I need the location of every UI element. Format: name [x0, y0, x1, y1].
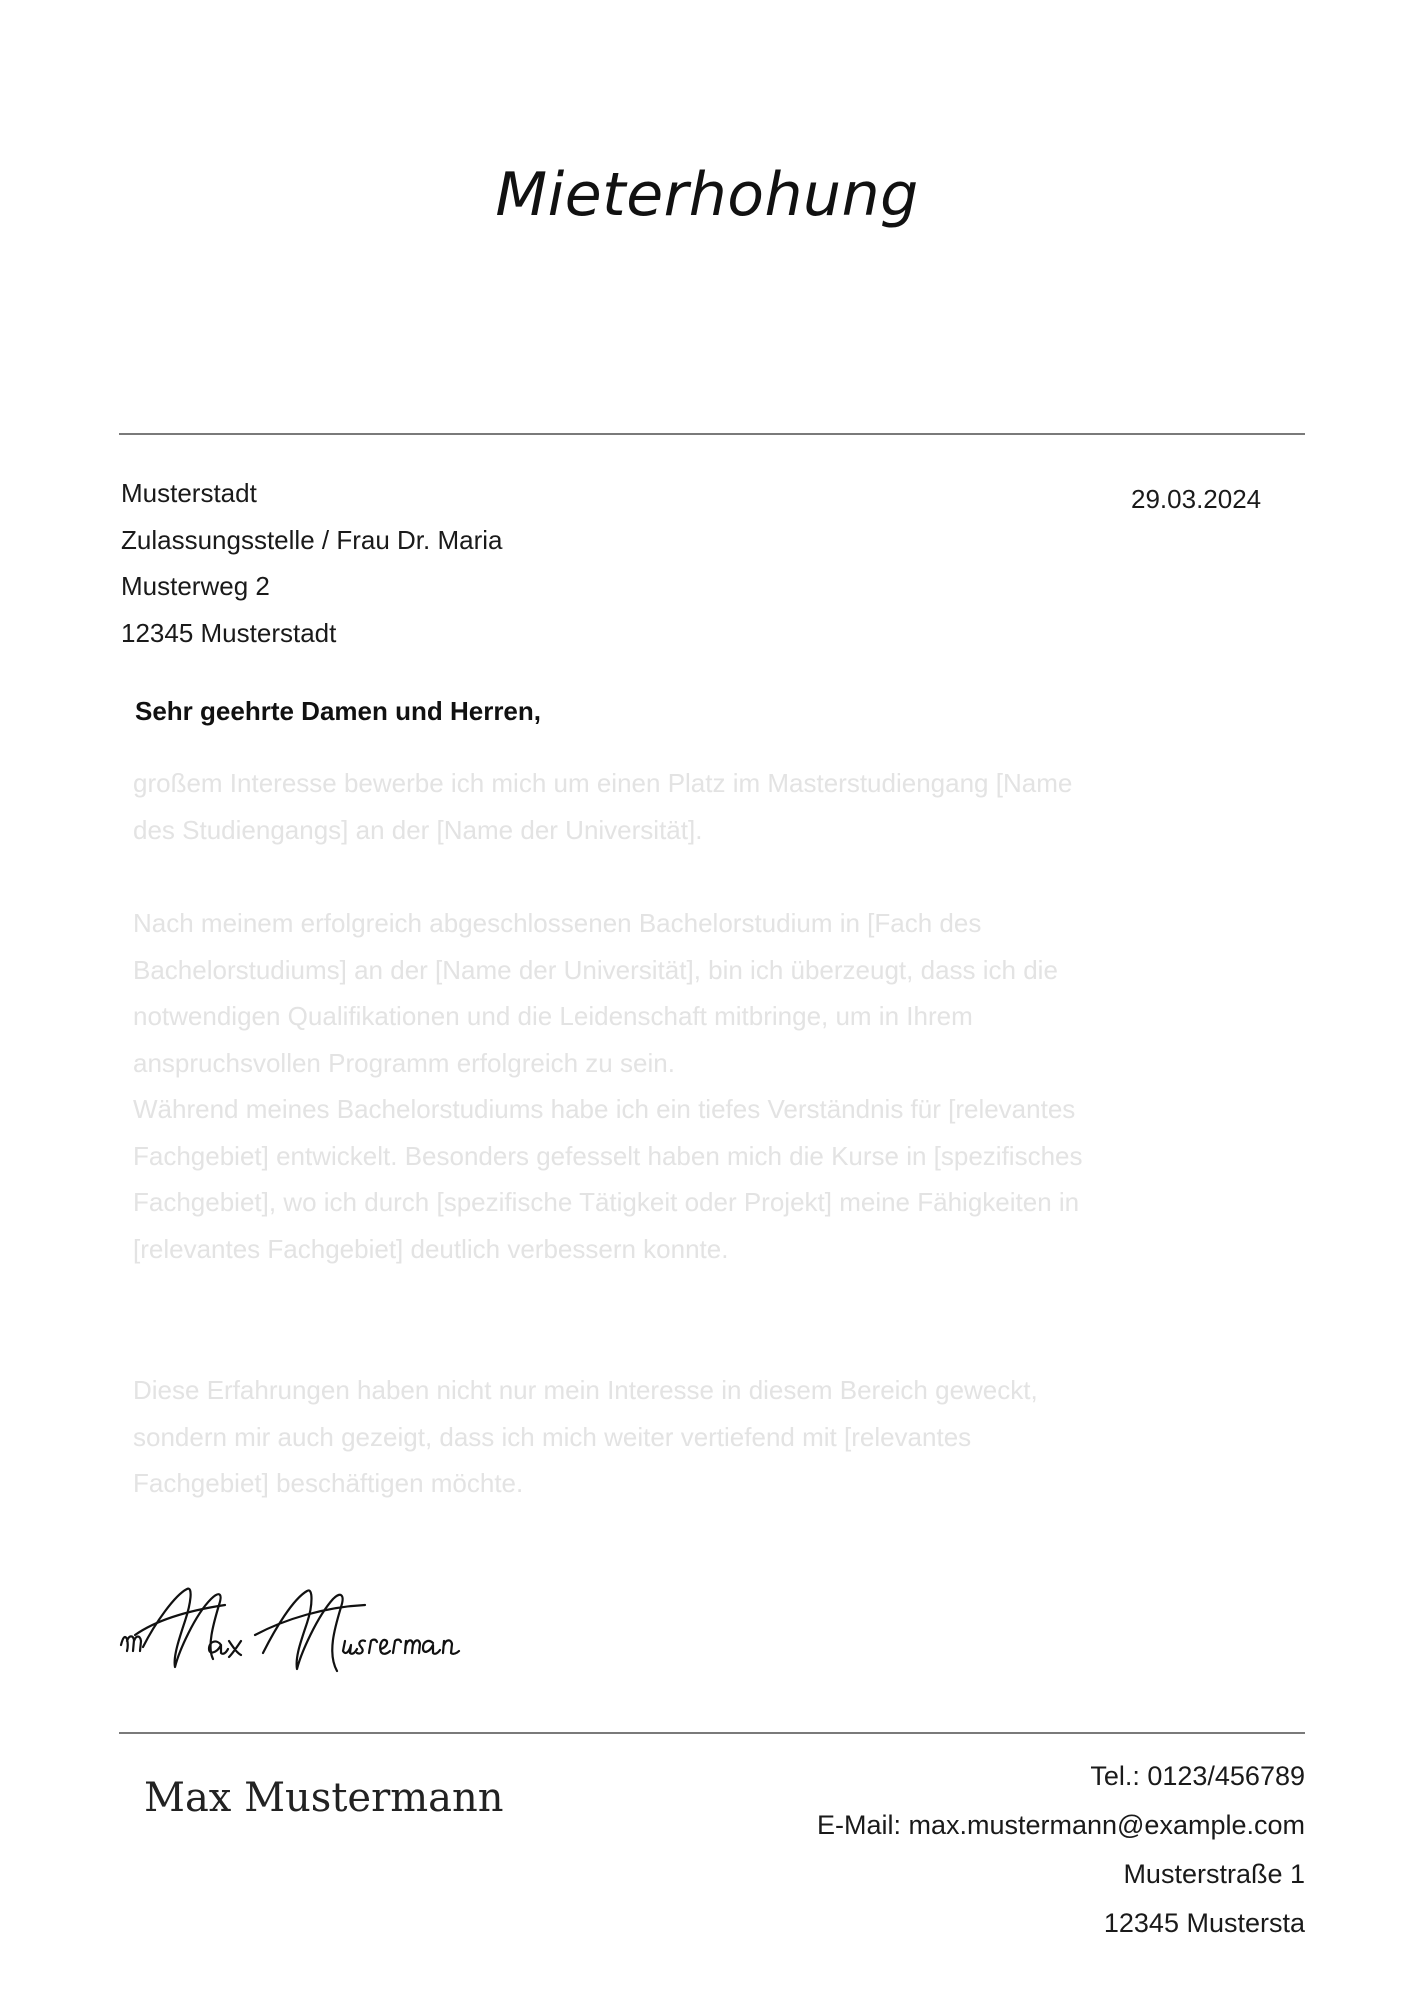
recipient-line: Musterweg 2: [121, 571, 270, 601]
salutation: Sehr geehrte Damen und Herren,: [135, 696, 541, 726]
body-line: Bachelorstudiums] an der [Name der Universität], bin ich überzeugt, dass ich die: [133, 954, 1058, 985]
sender-name: Max Mustermann: [144, 1775, 504, 1821]
recipient-line: Musterstadt: [121, 478, 257, 508]
recipient-line: 12345 Musterstadt: [121, 617, 337, 648]
body-line: Fachgebiet] entwickelt. Besonders gefesselt haben mich die Kurse in [spezifisches: [133, 1140, 1083, 1171]
body-line: des Studiengangs] an der [Name der Universität].: [133, 814, 703, 845]
body-line: Fachgebiet], wo ich durch [spezifische Tätigkeit oder Projekt] meine Fähigkeiten in: [133, 1187, 1080, 1217]
body-line: anspruchsvollen Programm erfolgreich zu sein.: [133, 1047, 675, 1078]
body-line: Diese Erfahrungen haben nicht nur mein Interesse in diesem Bereich geweckt,: [133, 1375, 1038, 1405]
recipient-line: Zulassungsstelle / Frau Dr. Maria: [121, 524, 503, 555]
phone-text: Tel.: 0123/456789: [1090, 1761, 1305, 1791]
body-line: notwendigen Qualifikationen und die Leidenschaft mitbringe, um in Ihrem: [133, 1001, 973, 1031]
body-line: [relevantes Fachgebiet] deutlich verbessern konnte.: [133, 1233, 729, 1264]
body-paragraph-1: [133, 760, 1253, 853]
header-divider: [119, 433, 1305, 435]
body-line: Fachgebiet] beschäftigen möchte.: [133, 1468, 524, 1498]
body-line: Während meines Bachelorstudiums habe ich ein tiefes Verständnis für [relevantes: [133, 1094, 1076, 1124]
body-paragraph-3: [133, 1367, 1253, 1507]
body-paragraph-2: [133, 900, 1253, 1272]
letter-title: Mieterhohung: [495, 160, 919, 230]
footer-divider: [119, 1732, 1305, 1734]
body-line: großem Interesse bewerbe ich mich um einen Platz im Masterstudiengang [Name: [133, 768, 1073, 798]
email-text: E-Mail: max.mustermann@example.com: [816, 1810, 1305, 1840]
sender-contact: [817, 1752, 1305, 1948]
recipient-address: [121, 470, 502, 656]
letter-date: 29.03.2024: [1131, 484, 1262, 514]
body-line: sondern mir auch gezeigt, dass ich mich weiter vertiefend mit [relevantes: [133, 1421, 972, 1452]
city-text: 12345 Mustersta: [1103, 1908, 1305, 1938]
handwritten-signature: [115, 1575, 515, 1685]
body-line: Nach meinem erfolgreich abgeschlossenen Bachelorstudium in [Fach des: [133, 908, 982, 938]
street-text: Musterstraße 1: [1123, 1859, 1305, 1889]
